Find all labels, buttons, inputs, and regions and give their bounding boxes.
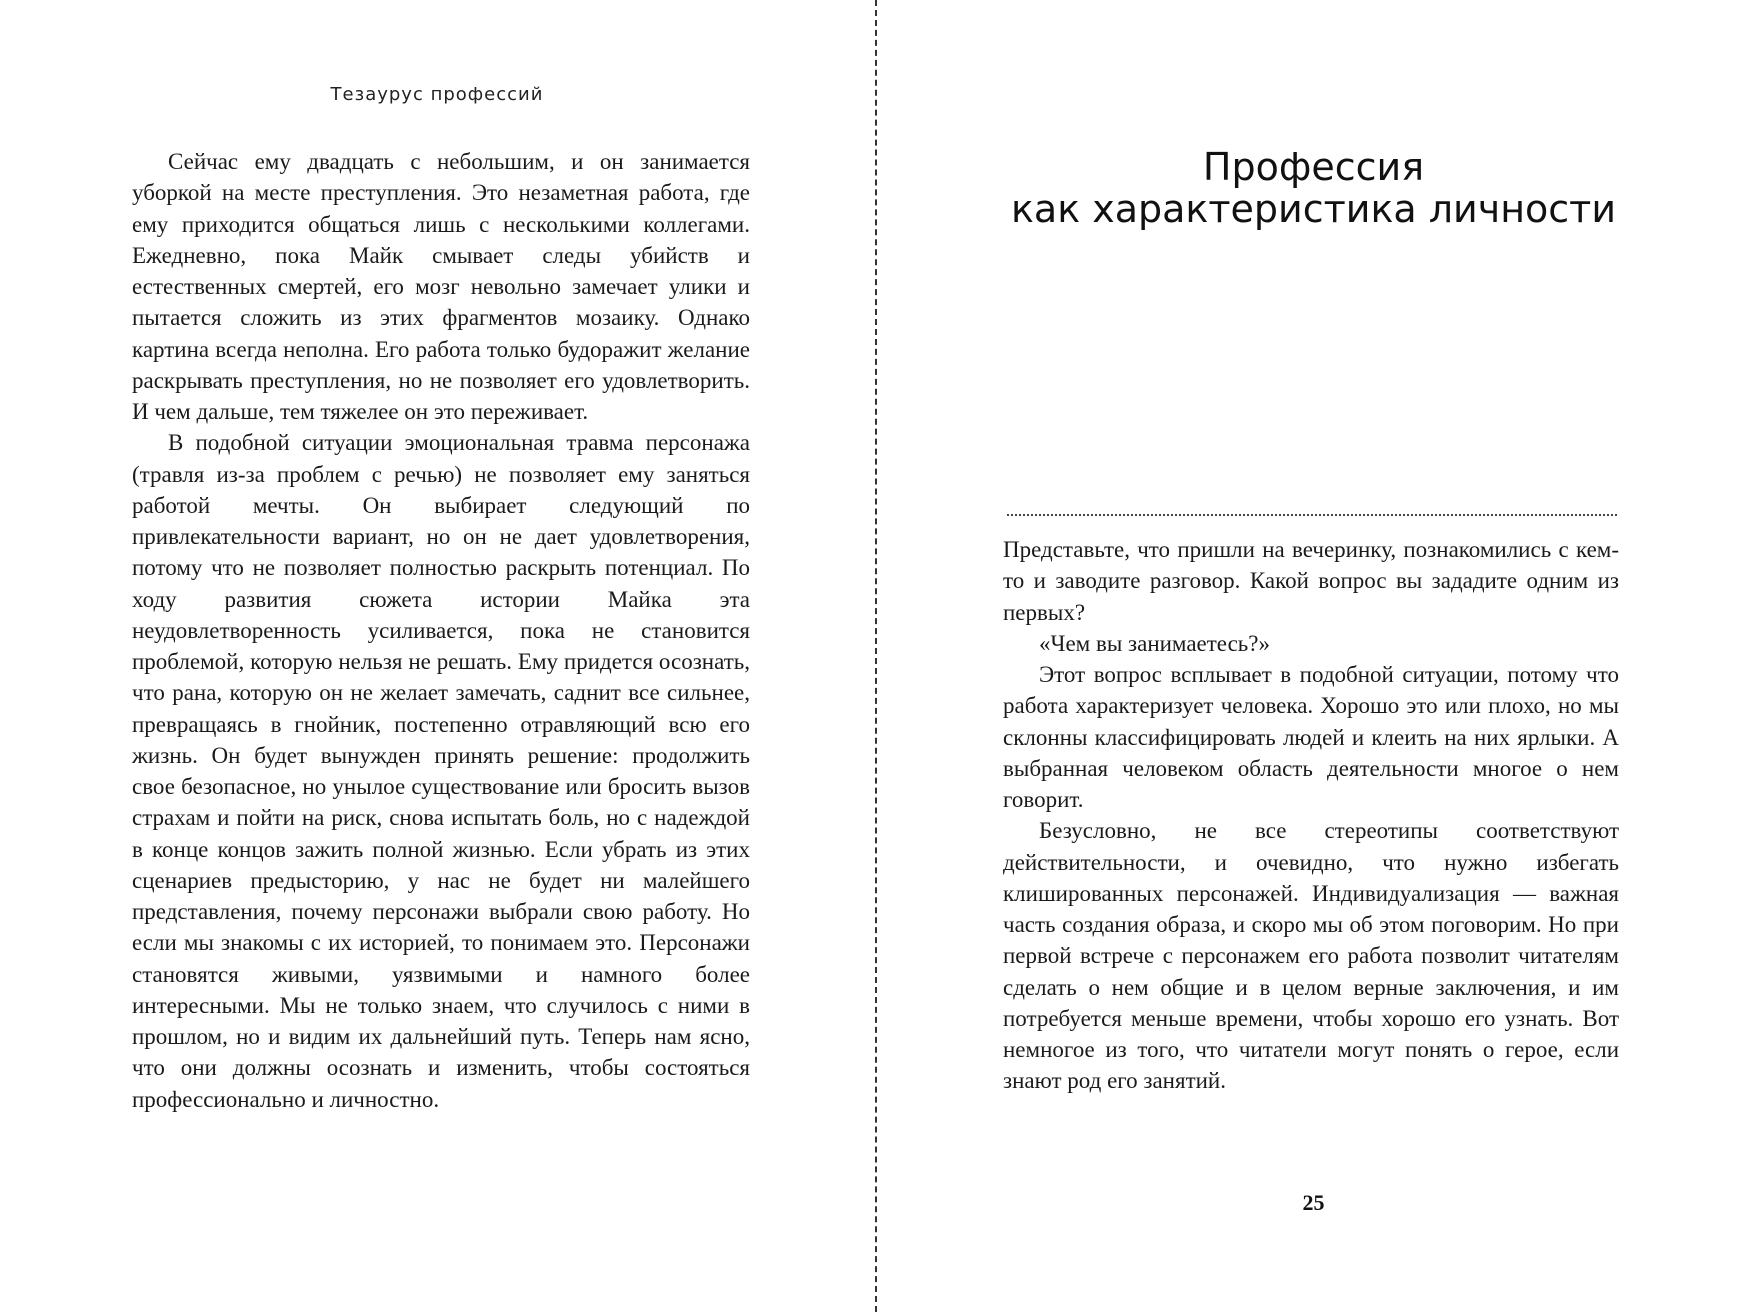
paragraph: Представьте, что пришли на вечеринку, познакомились с кем-то и заводите разговор. Какой вопрос вы зададите одним из первых? — [1003, 537, 1619, 625]
left-body-text — [132, 146, 750, 1115]
paragraph: В подобной ситуации эмоциональная травма персонажа (травля из-за проблем с речью) не позволяет ему заняться работой мечты. Он выбирает следующий по привлекательности вариант, но он не дает удовлетворения, потому что не позволяет полностью раскрыть потенциал. По ходу развития сюжета истории Майка эта неудовлетворенность усиливается, пока не становится проблемой, которую нельзя не решать. Ему придется осознать, что рана, которую он не желает замечать, саднит все сильнее, превращаясь в гнойник, постепенно отравляющий всю его жизнь. Он будет вынужден принять решение: продолжить свое безопасное, но унылое существование или бросить вызов страхам и пойти на риск, снова испытать боль, но с надеждой в конце концов зажить полной жизнью. Если убрать из этих сценариев предысторию, у нас не будет ни малейшего представления, почему персонажи выбрали свою работу. Но если мы знакомы с их историей, то понимаем это. Персонажи становятся живыми, уязвимыми и намного более интересными. Мы не только знаем, что случилось с ними в прошлом, но и видим их дальнейший путь. Теперь нам ясно, что они должны осознать и изменить, чтобы состояться профессионально и личностно. — [132, 430, 750, 1112]
chapter-title-line-1: Профессия — [1202, 145, 1425, 189]
paragraph: Этот вопрос всплывает в подобной ситуации, потому что работа характеризует человека. Хорошо это или плохо, но мы склонны классифицировать людей и клеить на них ярлыки. А выбранная человеком область деятельности многое о нем говорит. — [1003, 662, 1619, 812]
right-page — [877, 0, 1750, 1312]
page-number: 25 — [1302, 1190, 1325, 1215]
paragraph: Безусловно, не все стереотипы соответствуют действительности, и очевидно, что нужно избегать клишированных персонажей. Индивидуализация — важная часть создания образа, и скоро мы об этом поговорим. Но при первой встрече с персонажем его работа позволит читателям сделать о нем общие и в целом верные заключения, и им потребуется меньше времени, чтобы хорошо его узнать. Вот немногое из того, что читатели могут понять о герое, если знают род его занятий. — [1003, 818, 1619, 1094]
paragraph: Сейчас ему двадцать с небольшим, и он занимается уборкой на месте преступления. Это незаметная работа, где ему приходится общаться лишь с несколькими коллегами. Ежедневно, пока Майк смывает следы убийств и естественных смертей, его мозг невольно замечает улики и пытается сложить из этих фрагментов мозаику. Однако картина всегда неполна. Его работа только будоражит желание раскрывать преступления, но не позволяет его удовлетворить. И чем дальше, тем тяжелее он это переживает. — [132, 149, 750, 424]
chapter-title-line-2: как характеристика личности — [1010, 187, 1617, 231]
right-body-text — [1003, 534, 1619, 1097]
chapter-title — [877, 146, 1750, 230]
dotted-separator — [1007, 514, 1617, 516]
running-head: Тезаурус профессий — [330, 84, 544, 105]
quote-paragraph: «Чем вы занимаетесь?» — [1039, 630, 1270, 656]
left-page — [0, 0, 874, 1312]
